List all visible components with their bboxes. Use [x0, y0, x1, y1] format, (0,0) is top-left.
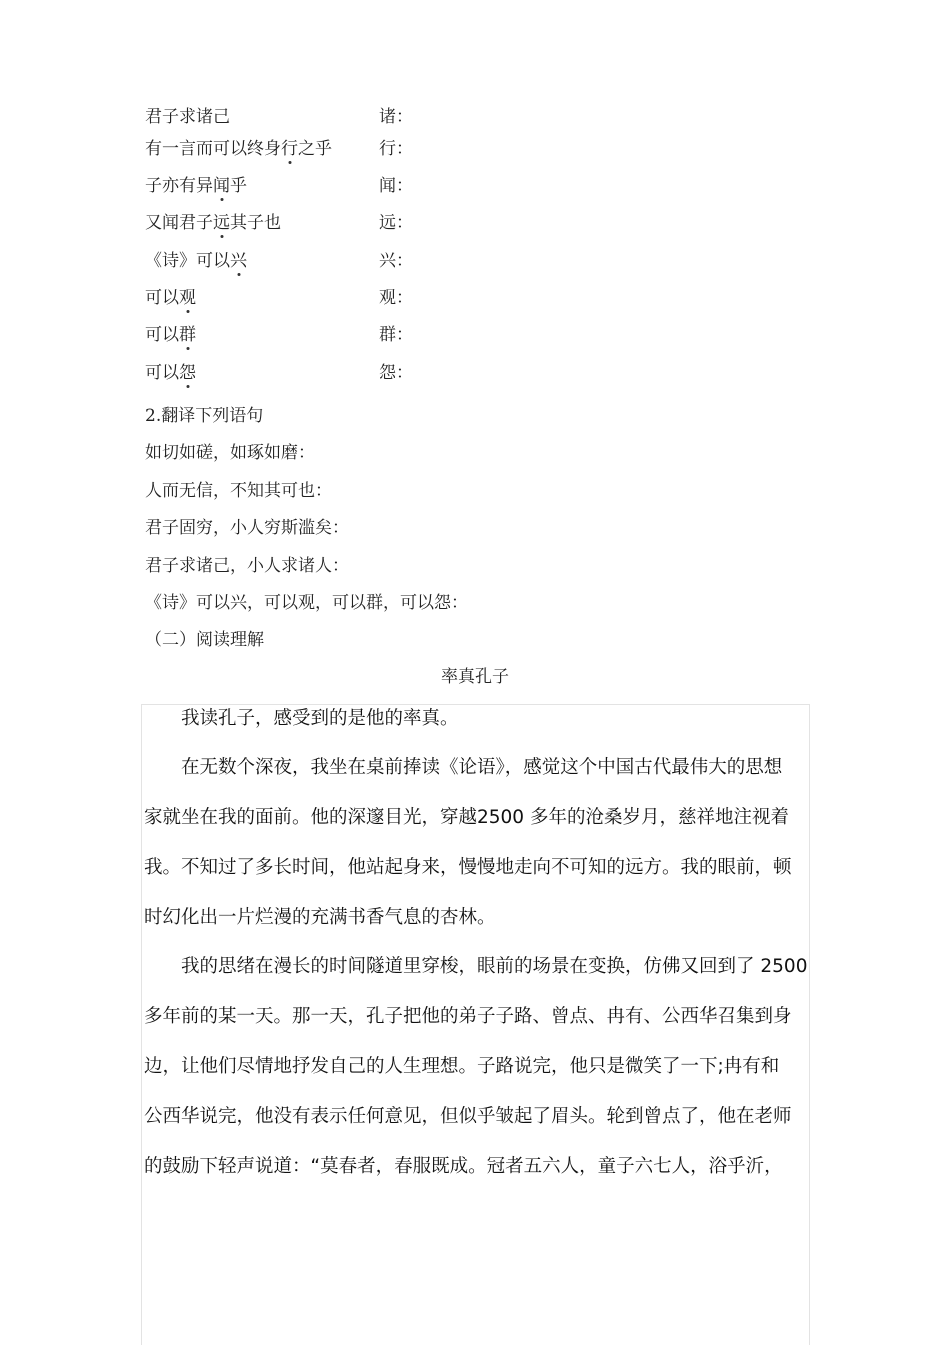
translate-item-2: 人而无信，不知其可也：	[145, 481, 332, 501]
translate-item-5: 《诗》可以兴，可以观，可以群，可以怨：	[145, 593, 468, 613]
glossary-phrase: 《诗》可以兴	[145, 251, 247, 271]
glossary-phrase: 可以群	[145, 325, 196, 345]
paragraph-line: 我的思绪在漫长的时间隧道里穿梭，眼前的场景在变换，仿佛又回到了 2500	[181, 956, 808, 977]
glossary-phrase: 有一言而可以终身行之乎	[145, 139, 332, 159]
glossary-phrase: 又闻君子远其子也	[145, 213, 281, 233]
paragraph-line: 我。不知过了多长时间，他站起身来，慢慢地走向不可知的远方。我的眼前，顿	[144, 857, 792, 878]
paragraph-line: 家就坐在我的面前。他的深邃目光，穿越2500 多年的沧桑岁月，慈祥地注视着	[144, 807, 789, 828]
paragraph-line: 时幻化出一片烂漫的充满书香气息的杏林。	[144, 907, 496, 928]
glossary-key: 诸：	[379, 107, 413, 127]
passage-paragraph-2	[144, 743, 816, 943]
section-heading-reading: （二）阅读理解	[145, 630, 264, 650]
glossary-phrase: 君子求诸己	[145, 107, 230, 127]
glossary-key: 兴：	[379, 251, 413, 271]
passage-paragraph-3	[144, 942, 816, 1192]
paragraph-line: 边，让他们尽情地抒发自己的人生理想。子路说完，他只是微笑了一下;冉有和	[144, 1056, 780, 1077]
glossary-key: 观：	[379, 288, 413, 308]
glossary-key: 远：	[379, 213, 413, 233]
glossary-phrase: 可以观	[145, 288, 196, 308]
paragraph-line: 的鼓励下轻声说道：“莫春者，春服既成。冠者五六人，童子六七人，浴乎沂，	[144, 1156, 783, 1177]
glossary-phrase: 可以怨	[145, 363, 196, 383]
passage-title: 率真孔子	[441, 667, 509, 687]
paragraph-line: 我读孔子，感受到的是他的率真。	[181, 708, 459, 729]
glossary-key: 怨：	[379, 363, 413, 383]
paragraph-line: 在无数个深夜，我坐在桌前捧读《论语》，感觉这个中国古代最伟大的思想	[181, 757, 783, 778]
paragraph-line: 公西华说完，他没有表示任何意见，但似乎皱起了眉头。轮到曾点了，他在老师	[144, 1106, 792, 1127]
translate-item-1: 如切如磋，如琢如磨：	[145, 443, 315, 463]
translate-item-3: 君子固穷，小人穷斯滥矣：	[145, 518, 349, 538]
passage-paragraph-1	[144, 694, 816, 744]
glossary-key: 行：	[379, 139, 413, 159]
translate-item-4: 君子求诸己，小人求诸人：	[145, 556, 349, 576]
section-heading-translate: 2.翻译下列语句	[145, 406, 264, 426]
glossary-key: 闻：	[379, 176, 413, 196]
glossary-phrase: 子亦有异闻乎	[145, 176, 247, 196]
glossary-key: 群：	[379, 325, 413, 345]
paragraph-line: 多年前的某一天。那一天，孔子把他的弟子子路、曾点、冉有、公西华召集到身	[144, 1006, 792, 1027]
